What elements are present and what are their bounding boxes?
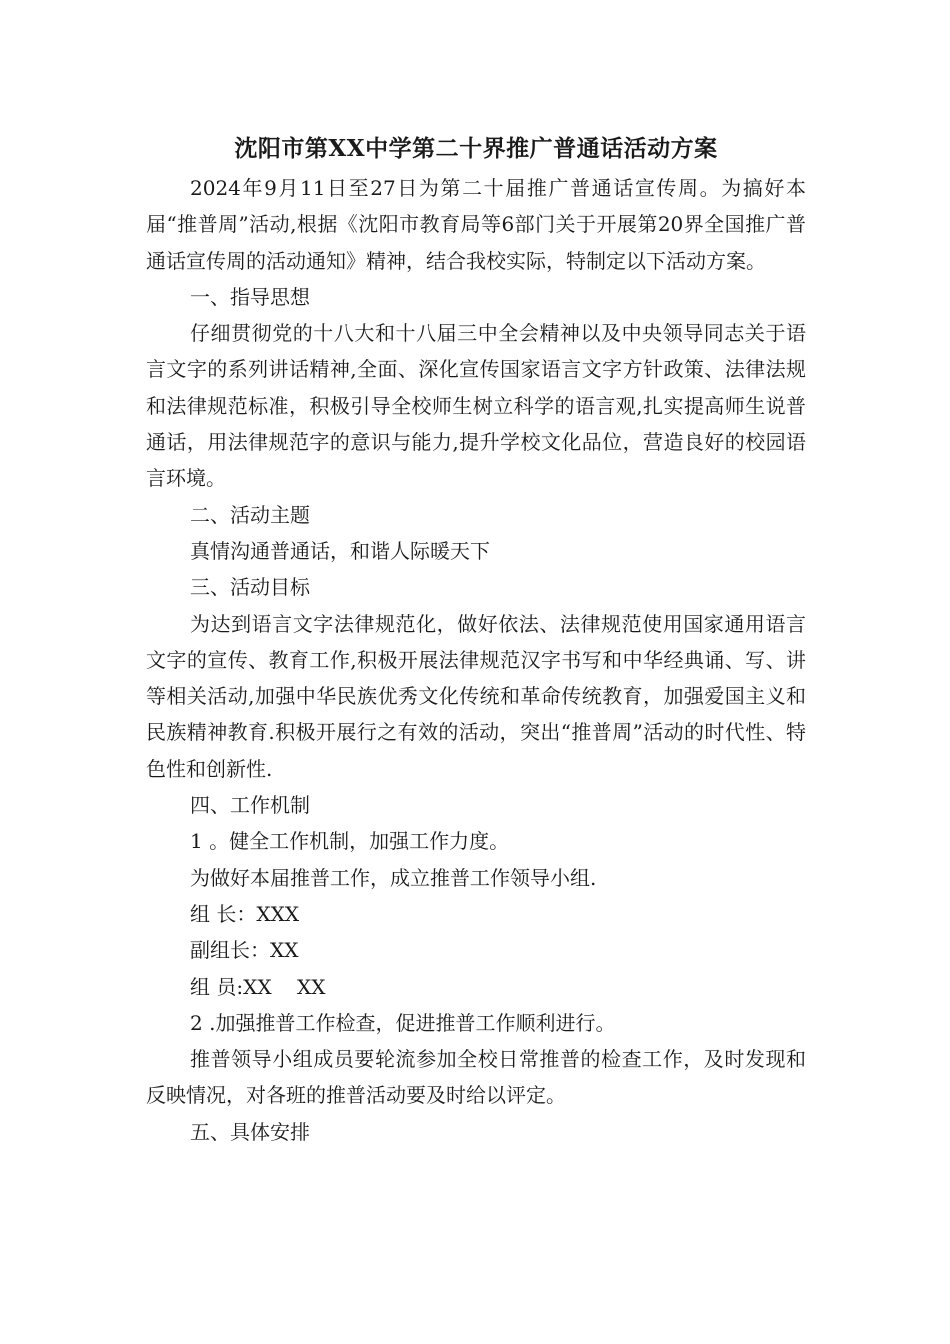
group-leader-line: 组 长：XXX bbox=[190, 901, 300, 926]
vice-leader-line: 副组长：XX bbox=[190, 938, 299, 963]
intro-paragraph: 2024年9月11日至27日为第二十届推广普通话宣传周。为搞好本届“推普周”活动,根据《沈阳市教育局等6部门关于开展第20界全国推广普通话宣传周的活动通知》精神，结合我校实际，特制定以下活动方案。 bbox=[146, 176, 806, 273]
item-2-body: 推普领导小组成员要轮流参加全校日常推普的检查工作，及时发现和反映情况，对各班的推普活动要及时给以评定。 bbox=[146, 1047, 806, 1108]
activity-goals-paragraph: 为达到语言文字法律规范化，做好依法、法律规范使用国家通用语言文字的宣传、教育工作,积极开展法律规范汉字书写和中华经典诵、写、讲等相关活动,加强中华民族优秀文化传统和革命传统教育，加强爱国主义和民族精神教育.积极开展行之有效的活动，突出“推普周”活动的时代性、特色性和创新性. bbox=[146, 611, 806, 781]
item-2-heading: 2 .加强推普工作检查，促进推普工作顺利进行。 bbox=[190, 1010, 616, 1035]
section-heading-work-mechanism: 四、工作机制 bbox=[190, 793, 310, 818]
document-page bbox=[146, 128, 806, 1150]
group-members-line: 组 员:XX XX bbox=[190, 974, 326, 999]
activity-theme-text: 真情沟通普通话，和谐人际暖天下 bbox=[190, 538, 490, 563]
item-1-heading: 1 。健全工作机制，加强工作力度。 bbox=[190, 829, 510, 854]
section-heading-guiding-ideology: 一、指导思想 bbox=[190, 284, 310, 309]
guiding-ideology-paragraph: 仔细贯彻党的十八大和十八届三中全会精神以及中央领导同志关于语言文字的系列讲话精神,全面、深化宣传国家语言文字方针政策、法律法规和法律规范标准，积极引导全校师生树立科学的语言观,扎实提高师生说普通话，用法律规范字的意识与能力,提升学校文化品位，营造良好的校园语言环境。 bbox=[146, 321, 806, 491]
section-heading-activity-goals: 三、活动目标 bbox=[190, 575, 310, 600]
section-heading-specific-arrangements: 五、具体安排 bbox=[190, 1119, 310, 1144]
section-heading-activity-theme: 二、活动主题 bbox=[190, 502, 310, 527]
item-1-body: 为做好本届推普工作，成立推普工作领导小组. bbox=[190, 865, 597, 890]
document-title: 沈阳市第XX中学第二十界推广普通话活动方案 bbox=[234, 135, 718, 162]
